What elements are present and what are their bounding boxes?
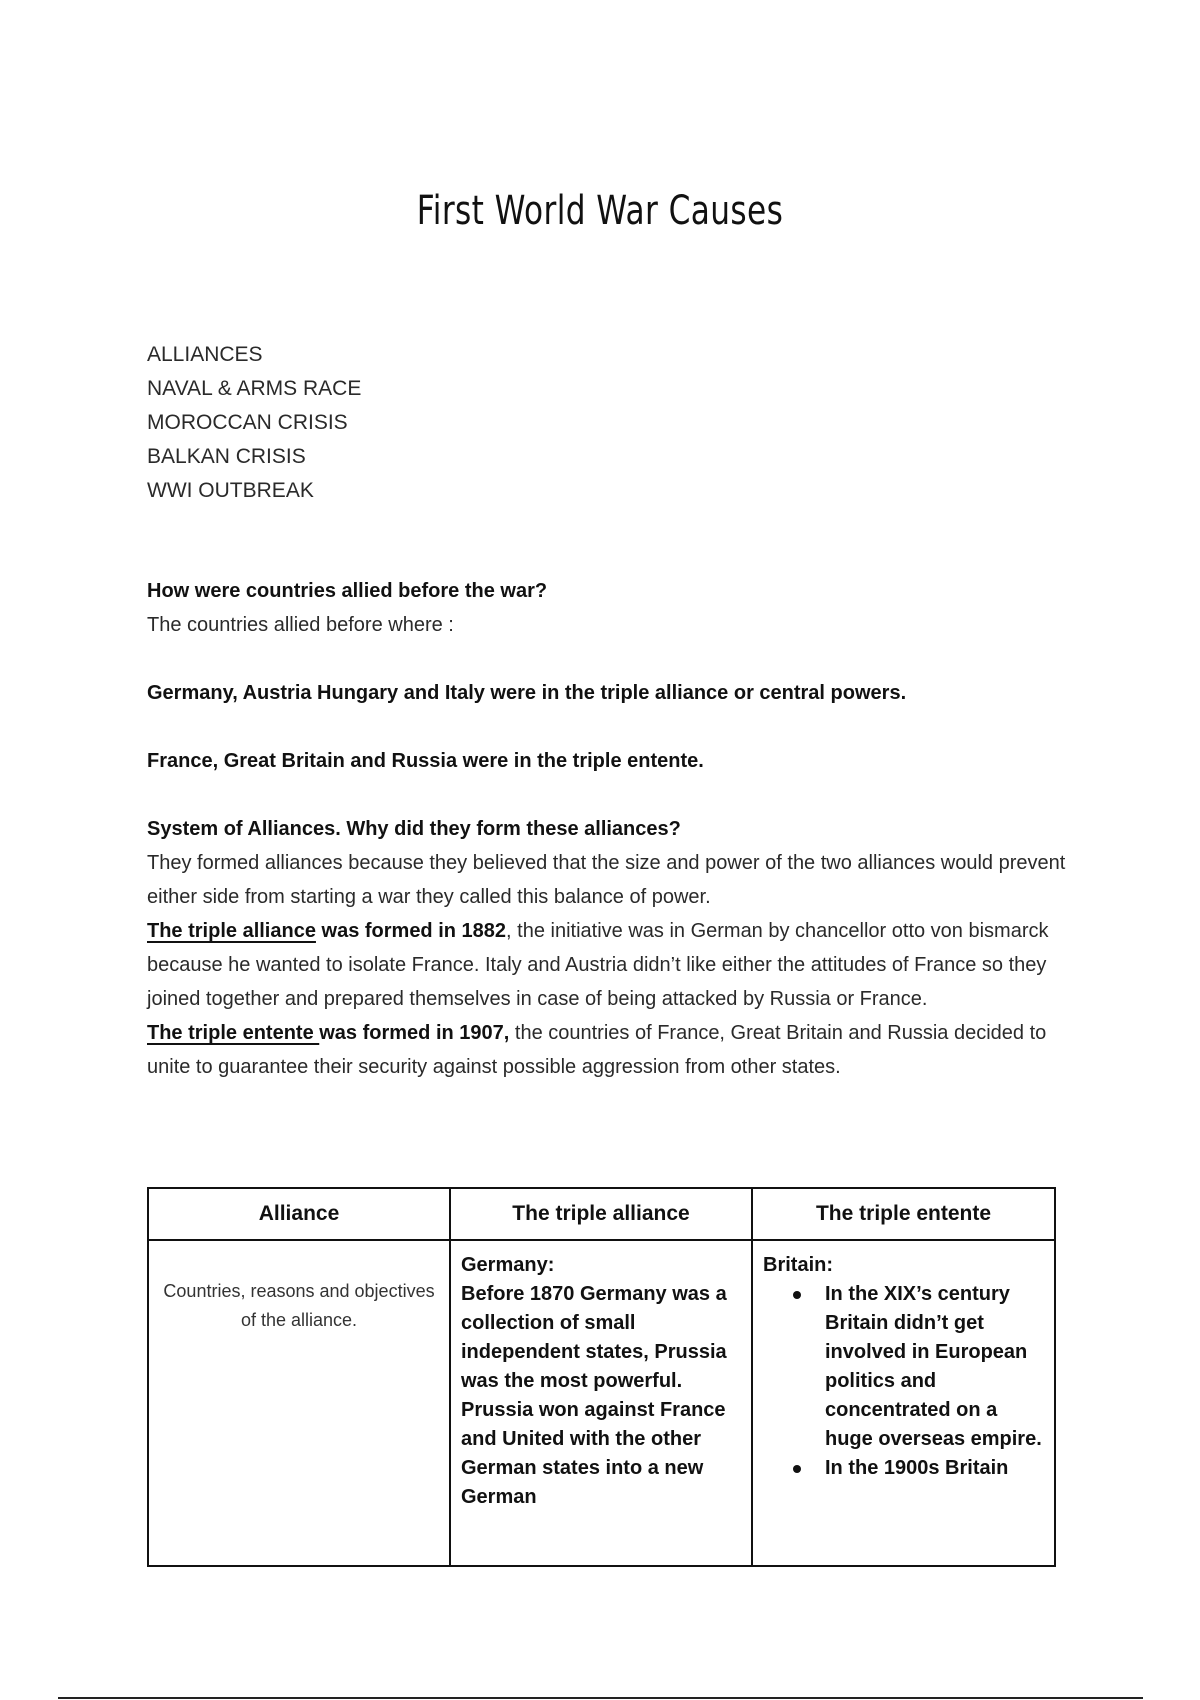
question-intro: The countries allied before where : [147, 614, 454, 636]
question-heading: How were countries allied before the war? [147, 580, 548, 602]
body-content [147, 574, 1077, 1084]
paragraph [147, 1016, 1077, 1084]
term: The triple entente [147, 1022, 320, 1044]
date-phrase: was formed in 1882 [315, 920, 507, 942]
paragraph [147, 914, 1077, 1016]
table-header: The triple entente [752, 1188, 1055, 1240]
table-header: Alliance [148, 1188, 450, 1240]
triple-alliance-statement: Germany, Austria Hungary and Italy were in the triple alliance or central powers. [147, 682, 907, 704]
footer-divider [58, 1697, 1143, 1699]
cell-heading: Britain: [763, 1254, 833, 1276]
topic-item: BALKAN CRISIS [147, 445, 306, 468]
alliance-table [147, 1187, 1056, 1567]
term: The triple alliance [147, 920, 316, 942]
topic-item: MOROCCAN CRISIS [147, 411, 348, 434]
table-cell [752, 1240, 1055, 1566]
page-title: First World War Causes [416, 188, 784, 234]
triple-entente-statement: France, Great Britain and Russia were in the triple entente. [147, 750, 704, 772]
list-item: In the XIX’s century Britain didn’t get involved in European politics and concentrated on a huge overseas empire. [825, 1280, 1044, 1454]
paragraph-text: , the initiative was in German by chancellor otto von bismarck because he wanted to isolate France. Italy and Austria didn’t like either the attitudes of France so they joined together and prepared themselves in case of being attacked by Russia or France. [147, 920, 1049, 1010]
list-item: In the 1900s Britain [825, 1454, 1044, 1483]
paragraph-text: the countries of France, Great Britain and Russia decided to unite to guarantee their security against possible aggression from other states. [147, 1022, 1047, 1078]
topic-item: WWI OUTBREAK [147, 479, 314, 502]
cell-text: Before 1870 Germany was a collection of small independent states, Prussia was the most powerful. Prussia won against France and United with the other German states into a new German [461, 1283, 727, 1508]
section-heading: System of Alliances. Why did they form these alliances? [147, 818, 681, 840]
table-cell [450, 1240, 752, 1566]
paragraph: They formed alliances because they believed that the size and power of the two alliances would prevent either side from starting a war they called this balance of power. [147, 852, 1066, 908]
cell-heading: Germany: [461, 1254, 555, 1276]
topic-list [147, 338, 361, 508]
table-header: The triple alliance [450, 1188, 752, 1240]
topic-item: ALLIANCES [147, 343, 263, 366]
bullet-list [763, 1280, 1044, 1483]
table-header-row [148, 1188, 1055, 1240]
date-phrase: was formed in 1907, [319, 1022, 510, 1044]
table-cell: Countries, reasons and objectives of the alliance. [148, 1240, 450, 1566]
topic-item: NAVAL & ARMS RACE [147, 377, 362, 400]
table-row [148, 1240, 1055, 1566]
